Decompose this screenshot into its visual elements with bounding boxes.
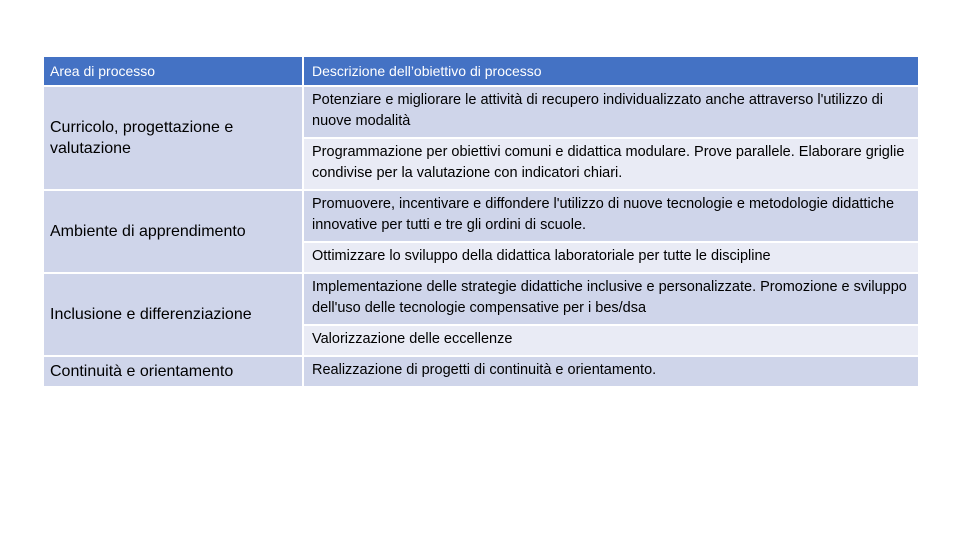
area-cell: Ambiente di apprendimento bbox=[43, 190, 303, 273]
table-row bbox=[43, 356, 919, 387]
objective-cell: Implementazione delle strategie didattiche inclusive e personalizzate. Promozione e sviluppo dell'uso delle tecnologie compensative per i bes/dsa bbox=[303, 273, 919, 325]
table-header-row bbox=[43, 56, 919, 86]
process-goals-table bbox=[42, 55, 920, 388]
table-row bbox=[43, 86, 919, 138]
area-cell: Inclusione e differenziazione bbox=[43, 273, 303, 356]
objective-cell: Promuovere, incentivare e diffondere l'utilizzo di nuove tecnologie e metodologie didattiche innovative per tutti e tre gli ordini di scuole. bbox=[303, 190, 919, 242]
header-area: Area di processo bbox=[43, 56, 303, 86]
header-description: Descrizione dell’obiettivo di processo bbox=[303, 56, 919, 86]
area-cell: Curricolo, progettazione e valutazione bbox=[43, 86, 303, 190]
table-row bbox=[43, 273, 919, 325]
area-cell: Continuità e orientamento bbox=[43, 356, 303, 387]
table-row bbox=[43, 190, 919, 242]
objective-cell: Potenziare e migliorare le attività di recupero individualizzato anche attraverso l'utilizzo di nuove modalità bbox=[303, 86, 919, 138]
objective-cell: Realizzazione di progetti di continuità e orientamento. bbox=[303, 356, 919, 387]
objective-cell: Valorizzazione delle eccellenze bbox=[303, 325, 919, 356]
objective-cell: Programmazione per obiettivi comuni e didattica modulare. Prove parallele. Elaborare griglie condivise per la valutazione con indicatori chiari. bbox=[303, 138, 919, 190]
objective-cell: Ottimizzare lo sviluppo della didattica laboratoriale per tutte le discipline bbox=[303, 242, 919, 273]
